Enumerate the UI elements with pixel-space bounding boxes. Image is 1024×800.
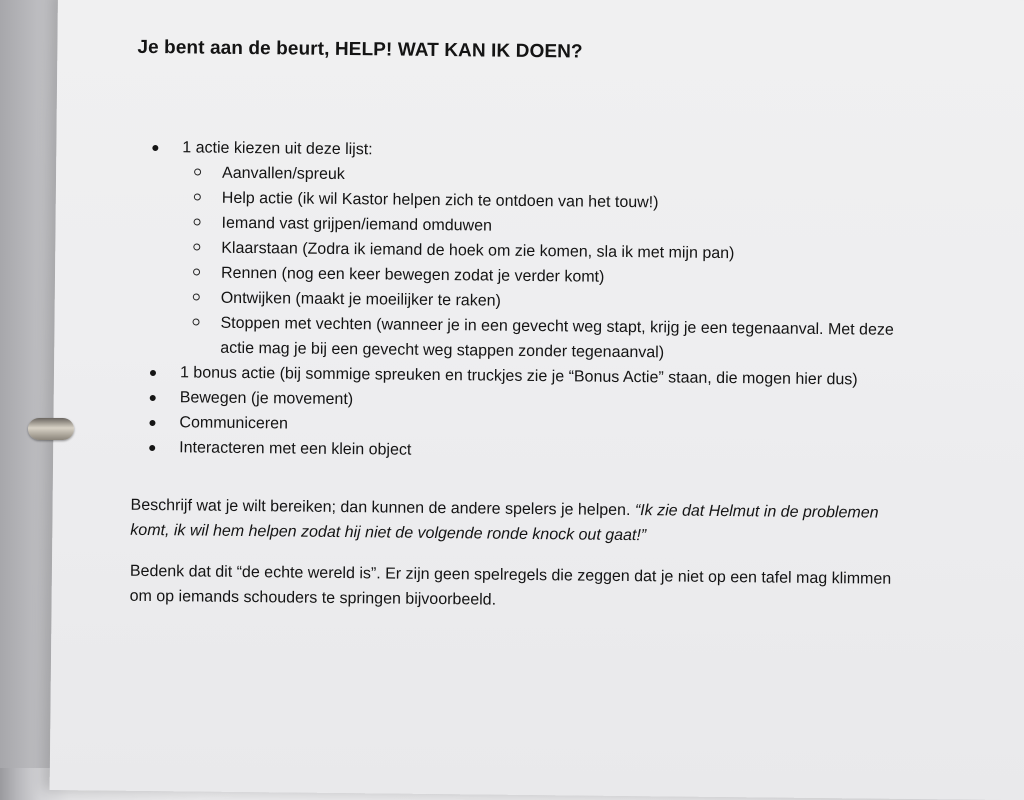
list-item-communicate: Communiceren (133, 410, 913, 443)
option-ready: Klaarstaan (Zodra ik iemand de hoek om zie komen, sla ik met mijn pan) (181, 235, 915, 268)
page-content (129, 36, 918, 617)
page-title: Je bent aan de beurt, HELP! WAT KAN IK DOEN? (137, 36, 583, 63)
list-item-action (134, 135, 916, 368)
action-list (133, 135, 916, 468)
action-intro: 1 actie kiezen uit deze lijst: (182, 139, 373, 159)
binder-ring (28, 418, 74, 440)
example-quote: “Ik zie dat Helmut in de problemen komt, ik wil hem helpen zodat hij niet de volgende ronde knock out gaat!” (130, 502, 879, 545)
real-world-paragraph: Bedenk dat dit “de echte wereld is”. Er zijn geen spelregels die zeggen dat je niet op een tafel mag klimmen om op iemands schouders te springen bijvoorbeeld. (129, 562, 892, 609)
describe-text: Beschrijf wat je wilt bereiken; dan kunnen de andere spelers je helpen. (130, 496, 631, 520)
option-disengage: Stoppen met vechten (wanneer je in een gevecht weg stapt, krijg je een tegenaanval. Met deze actie mag je bij een gevecht weg stappen zonder tegenaanval) (180, 310, 914, 368)
option-help: Help actie (ik wil Kastor helpen zich te ontdoen van het touw!) (182, 185, 916, 218)
action-options (180, 160, 916, 368)
option-grab: Iemand vast grijpen/iemand omduwen (181, 210, 915, 243)
paper-page (50, 0, 1024, 800)
list-item-move: Bewegen (je movement) (134, 385, 914, 418)
list-item-interact: Interacteren met een klein object (133, 435, 913, 468)
describe-paragraph (130, 493, 912, 551)
option-attack: Aanvallen/spreuk (182, 160, 916, 193)
list-item-bonus: 1 bonus actie (bij sommige spreuken en truckjes zie je “Bonus Actie” staan, die mogen hier dus) (134, 360, 914, 393)
option-dash: Rennen (nog een keer bewegen zodat je verder komt) (181, 260, 915, 293)
option-dodge: Ontwijken (maakt je moeilijker te raken) (181, 285, 915, 318)
